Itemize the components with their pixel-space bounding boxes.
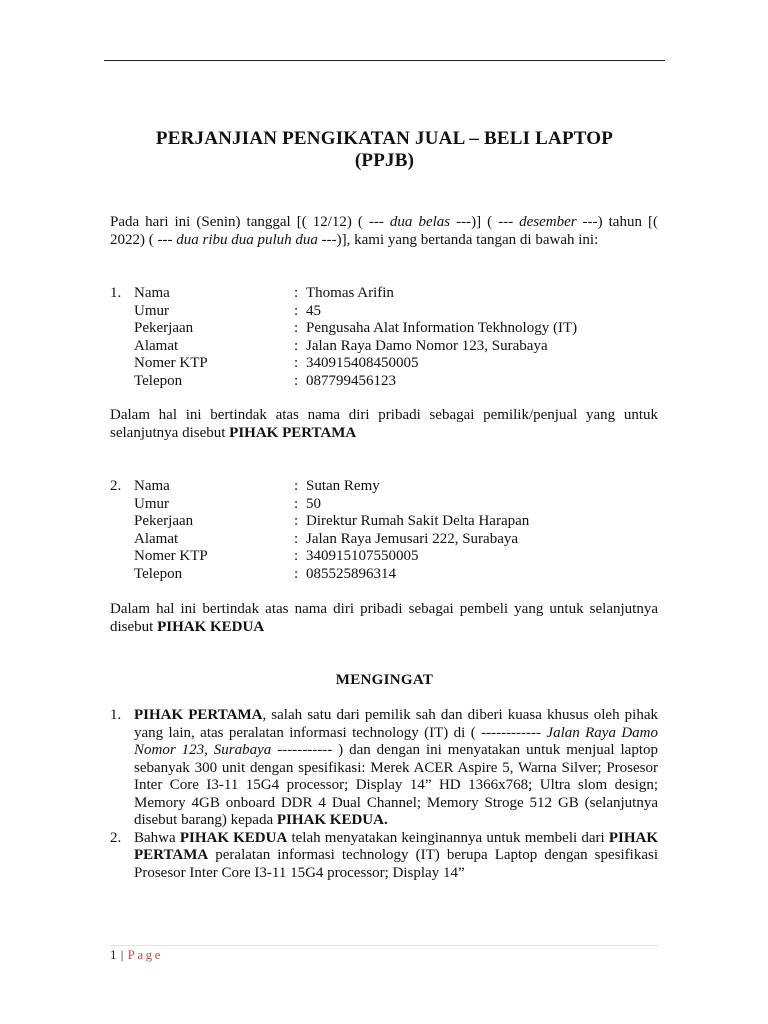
party2-value: 085525896314 [306, 565, 396, 582]
intro-text-1: Pada hari ini (Senin) tanggal [( 12/12) ( --- [110, 214, 390, 230]
party1-row-phone [110, 373, 658, 391]
party1-identity-list [110, 285, 658, 390]
party2-label: Telepon [134, 565, 183, 582]
title-line-1: PERJANJIAN PENGIKATAN JUAL – BELI LAPTOP [155, 128, 614, 149]
party1-statement-text: Dalam hal ini bertindak atas nama diri pribadi sebagai pemilik/penjual yang untuk selanjutnya disebut [110, 407, 658, 441]
item-number: 2. [110, 829, 122, 846]
party2-number: 2. [110, 478, 122, 494]
party2-value: 340915107550005 [306, 548, 419, 564]
colon: : [294, 320, 299, 336]
party1-label: Pekerjaan [134, 320, 194, 336]
party1-row-age [110, 303, 658, 321]
party2-row-age [110, 496, 658, 514]
item-plain-text: ----------- ) dan dengan ini menyatakan untuk menjual laptop sebanyak 300 unit dengan spesifikasi: Merek ACER Aspire 5, Warna Silver; Prosesor Inter Core I3-11 15G4 processor; Display 14” HD 1366x768; Ultra slom design; Memory 4GB onboard DDR 4 Dual Channel; Memory Stroge 512 GB (selanjutnya disebut barang) kepada [134, 742, 658, 828]
colon: : [294, 478, 299, 494]
party2-label: Alamat [134, 530, 179, 547]
intro-text-2: ---)] ( --- [450, 214, 520, 230]
party1-designation: PIHAK PERTAMA [229, 424, 357, 441]
mengingat-item-2 [110, 830, 658, 883]
mengingat-list [110, 707, 658, 882]
party2-label: Pekerjaan [134, 513, 194, 529]
item-bold-text: PIHAK KEDUA [179, 829, 288, 846]
party1-label: Nama [134, 285, 170, 301]
title-line-2: (PPJB) [354, 150, 415, 171]
colon: : [294, 285, 299, 301]
intro-italic-3: dua ribu dua puluh dua [176, 231, 318, 248]
intro-text-4: ---)], kami yang bertanda tangan di bawah ini: [317, 231, 599, 248]
item-text [134, 707, 658, 830]
party2-value: Direktur Rumah Sakit Delta Harapan [306, 513, 530, 529]
item-number: 1. [110, 707, 122, 723]
party2-statement-text: Dalam hal ini bertindak atas nama diri pribadi sebagai pembeli yang untuk selanjutnya disebut [110, 601, 658, 635]
item-bold-text: PIHAK KEDUA. [276, 812, 388, 828]
party2-label: Nomer KTP [134, 548, 208, 564]
footer-separator: | [117, 947, 128, 962]
party1-value: 340915408450005 [306, 355, 419, 371]
party2-statement [110, 601, 658, 636]
party1-row-ktp [110, 355, 658, 373]
party1-label: Umur [134, 302, 169, 319]
intro-italic-1: dua belas [389, 214, 451, 230]
footer-rule [110, 945, 658, 946]
colon: : [294, 337, 299, 354]
party1-value: 45 [306, 302, 321, 319]
item-plain-text: , salah satu dari pemilik sah dan diberi kuasa khusus oleh pihak yang lain, atas peralatan informasi technology (IT) di ( ------------ [134, 707, 658, 741]
page-number: 1 [110, 947, 117, 962]
colon: : [294, 302, 299, 319]
party2-label: Nama [134, 478, 170, 494]
item-bold-text: PIHAK PERTAMA [134, 829, 658, 863]
colon: : [294, 355, 299, 371]
party1-value: 087799456123 [306, 372, 396, 389]
party2-identity-list [110, 478, 658, 583]
party1-label: Telepon [134, 372, 183, 389]
party2-designation: PIHAK KEDUA [157, 618, 265, 635]
intro-paragraph [110, 214, 658, 249]
item-plain-text: telah menyatakan keinginannya untuk membeli dari [287, 829, 609, 846]
party2-value: 50 [306, 495, 321, 512]
party1-number: 1. [110, 285, 122, 301]
party1-row-address [110, 338, 658, 356]
item-text [134, 830, 658, 883]
colon: : [294, 495, 299, 512]
item-italic-text: Jalan Raya Damo Nomor 123, Surabaya [134, 724, 659, 758]
intro-italic-2: desember [519, 214, 577, 230]
party1-label: Alamat [134, 337, 179, 354]
party2-row-name [110, 478, 658, 496]
section-heading-mengingat: MENGINGAT [335, 672, 434, 688]
party2-value: Jalan Raya Jemusari 222, Surabaya [306, 530, 519, 547]
party1-value: Pengusaha Alat Information Tekhnology (IT) [306, 320, 578, 336]
party1-value: Jalan Raya Damo Nomor 123, Surabaya [306, 337, 548, 354]
intro-text-3: ---) tahun [( 2022) ( --- [110, 214, 658, 248]
colon: : [294, 372, 299, 389]
page-footer [110, 947, 163, 963]
page-label: Page [127, 947, 163, 962]
party1-statement [110, 407, 658, 442]
colon: : [294, 513, 299, 529]
party1-row-job [110, 320, 658, 338]
party1-row-name [110, 285, 658, 303]
item-plain-text: Bahwa [134, 829, 180, 846]
colon: : [294, 548, 299, 564]
party2-row-phone [110, 566, 658, 584]
party2-label: Umur [134, 495, 169, 512]
party2-row-address [110, 531, 658, 549]
colon: : [294, 565, 299, 582]
party2-value: Sutan Remy [306, 478, 380, 494]
header-rule [104, 60, 665, 61]
party2-row-ktp [110, 548, 658, 566]
party1-label: Nomer KTP [134, 355, 208, 371]
colon: : [294, 530, 299, 547]
document-title [104, 128, 665, 172]
party1-value: Thomas Arifin [306, 285, 394, 301]
item-plain-text: peralatan informasi technology (IT) berupa Laptop dengan spesifikasi Prosesor Inter Core I3-11 15G4 processor; Display 14” [134, 847, 658, 881]
party2-row-job [110, 513, 658, 531]
mengingat-item-1 [110, 707, 658, 830]
item-bold-text: PIHAK PERTAMA [134, 707, 263, 723]
